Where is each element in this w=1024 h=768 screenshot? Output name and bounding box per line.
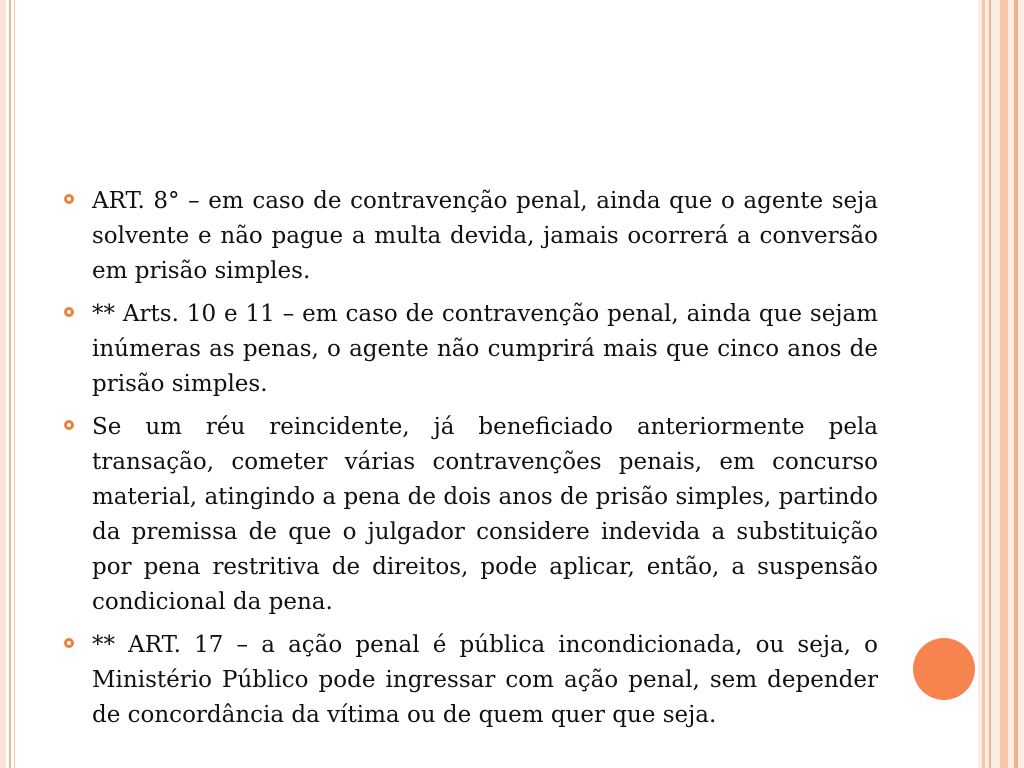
ring-bullet-icon [64, 307, 74, 317]
right-stripe-2 [989, 0, 991, 768]
right-stripe-3 [1000, 0, 1008, 768]
bullet-item [62, 297, 878, 402]
left-border-thin-line [14, 0, 15, 768]
bullet-item [62, 410, 878, 620]
right-decorative-band [978, 0, 1024, 768]
bullet-item [62, 628, 878, 733]
ring-bullet-icon [64, 194, 74, 204]
bullet-item [62, 184, 878, 289]
bullet-text: ART. 8° – em caso de contravenção penal, ainda que o agente seja solvente e não pague a multa devida, jamais ocorrerá a conversão em prisão simples. [92, 188, 878, 284]
slide-content [62, 184, 878, 741]
bullet-text: ** Arts. 10 e 11 – em caso de contravenção penal, ainda que sejam inúmeras as penas, o agente não cumprirá mais que cinco anos de prisão simples. [92, 301, 878, 397]
bullet-text: Se um réu reincidente, já beneficiado anteriormente pela transação, cometer várias contravenções penais, em concurso material, atingindo a pena de dois anos de prisão simples, partindo da premissa de que o julgador considere indevida a substituição por pena restritiva de direitos, pode aplicar, então, a suspensão condicional da pena. [92, 414, 878, 615]
left-border-band [0, 0, 6, 768]
left-border-line [9, 0, 11, 768]
bullet-list [62, 184, 878, 733]
decorative-circle [913, 638, 975, 700]
ring-bullet-icon [64, 638, 74, 648]
ring-bullet-icon [64, 420, 74, 430]
bullet-text: ** ART. 17 – a ação penal é pública incondicionada, ou seja, o Ministério Público pode ingressar com ação penal, sem depender de concordância da vítima ou de quem quer que seja. [92, 632, 878, 728]
right-stripe-4 [1014, 0, 1018, 768]
right-stripe-1 [982, 0, 985, 768]
